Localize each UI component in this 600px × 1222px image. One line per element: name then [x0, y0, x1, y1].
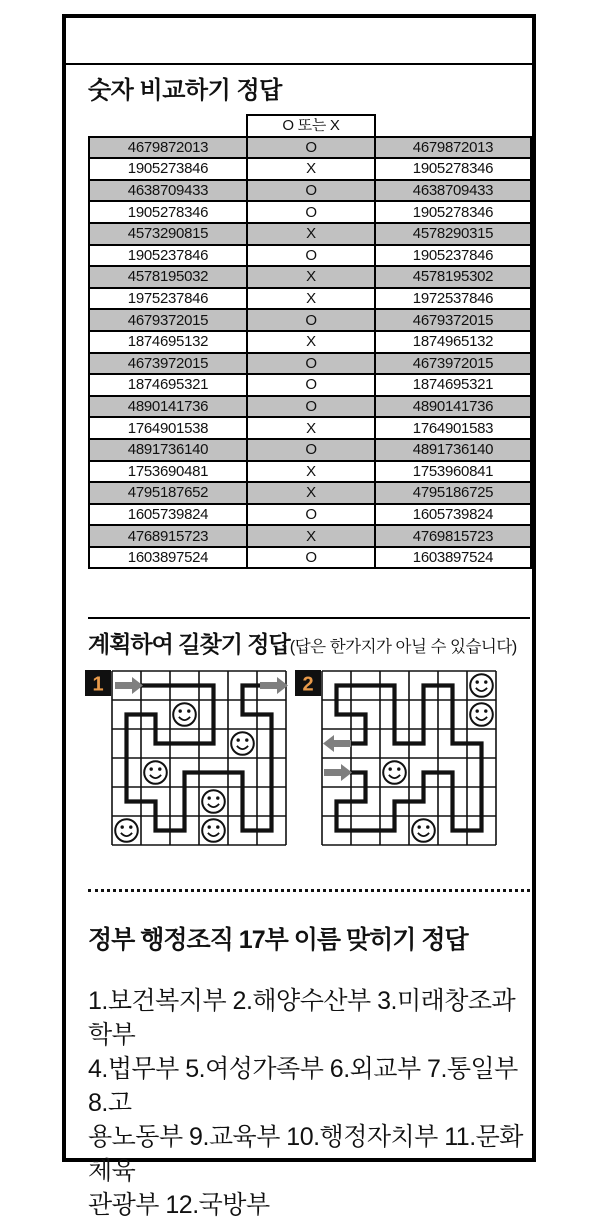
- section2-title-note: (답은 한가지가 아닐 수 있습니다): [289, 638, 517, 656]
- smiley-face-icon: [202, 819, 225, 842]
- table-header-row: [89, 115, 531, 137]
- number-cell-left: 1874695132: [89, 331, 247, 353]
- number-cell-right: 4638709433: [375, 180, 531, 202]
- number-cell-left: 1905278346: [89, 201, 247, 223]
- number-cell-right: 4578195302: [375, 266, 531, 288]
- number-cell-left: 1905237846: [89, 245, 247, 267]
- mark-cell: X: [247, 266, 375, 288]
- number-cell-right: 4890141736: [375, 396, 531, 418]
- number-cell-right: 4769815723: [375, 525, 531, 547]
- table-row: [89, 201, 531, 223]
- header-blank-right: [375, 115, 531, 137]
- number-cell-right: 4679872013: [375, 137, 531, 159]
- mark-cell: X: [247, 461, 375, 483]
- number-cell-right: 1753960841: [375, 461, 531, 483]
- mark-cell: X: [247, 417, 375, 439]
- number-cell-left: 4578195032: [89, 266, 247, 288]
- table-row: [89, 245, 531, 267]
- mark-cell: O: [247, 439, 375, 461]
- table-row: [89, 180, 531, 202]
- mark-cell: O: [247, 374, 375, 396]
- number-cell-left: 4890141736: [89, 396, 247, 418]
- mark-cell: O: [247, 245, 375, 267]
- number-cell-left: 1874695321: [89, 374, 247, 396]
- number-cell-right: 1605739824: [375, 504, 531, 526]
- number-cell-left: 4768915723: [89, 525, 247, 547]
- maze-2: [294, 669, 498, 847]
- number-cell-left: 1605739824: [89, 504, 247, 526]
- mark-cell: O: [247, 201, 375, 223]
- mark-cell: X: [247, 482, 375, 504]
- mark-cell: X: [247, 158, 375, 180]
- page-frame: [62, 14, 536, 1219]
- table-row: [89, 525, 531, 547]
- maze-1: [84, 669, 288, 847]
- number-cell-left: 4679872013: [89, 137, 247, 159]
- number-cell-left: 4795187652: [89, 482, 247, 504]
- table-row: [89, 223, 531, 245]
- smiley-face-icon: [470, 703, 493, 726]
- number-cell-left: 4573290815: [89, 223, 247, 245]
- mark-cell: O: [247, 309, 375, 331]
- mark-cell: X: [247, 525, 375, 547]
- number-cell-right: 4795186725: [375, 482, 531, 504]
- number-cell-left: 1753690481: [89, 461, 247, 483]
- smiley-face-icon: [231, 732, 254, 755]
- top-divider: [66, 63, 532, 65]
- smiley-face-icon: [412, 819, 435, 842]
- number-cell-right: 4679372015: [375, 309, 531, 331]
- arrow-left-icon: [323, 735, 351, 752]
- arrow-right-icon: [115, 677, 143, 694]
- smiley-face-icon: [115, 819, 138, 842]
- table-row: [89, 309, 531, 331]
- number-cell-left: 4638709433: [89, 180, 247, 202]
- dotted-divider: [88, 889, 530, 892]
- mark-cell: O: [247, 137, 375, 159]
- table-row: [89, 374, 531, 396]
- section2-title: [88, 626, 517, 659]
- number-cell-right: 1874695321: [375, 374, 531, 396]
- arrow-right-icon: [324, 764, 352, 781]
- number-cell-right: 1874965132: [375, 331, 531, 353]
- table-row: [89, 331, 531, 353]
- number-cell-left: 1975237846: [89, 288, 247, 310]
- svg-text:1: 1: [92, 673, 104, 696]
- section-divider: [88, 617, 530, 619]
- mark-cell: O: [247, 180, 375, 202]
- number-cell-right: 4673972015: [375, 353, 531, 375]
- table-row: [89, 396, 531, 418]
- arrow-right-icon: [260, 677, 288, 694]
- smiley-face-icon: [173, 703, 196, 726]
- gov-text-line: 용노동부 9.교육부 10.행정자치부 11.문화체육: [88, 1123, 523, 1185]
- mark-cell: O: [247, 396, 375, 418]
- table-row: [89, 158, 531, 180]
- table-row: [89, 266, 531, 288]
- table-row: [89, 137, 531, 159]
- maze-number-label: [85, 670, 111, 696]
- number-cell-left: 4891736140: [89, 439, 247, 461]
- number-cell-left: 4673972015: [89, 353, 247, 375]
- number-cell-right: 4891736140: [375, 439, 531, 461]
- smiley-face-icon: [470, 674, 493, 697]
- number-cell-right: 1905237846: [375, 245, 531, 267]
- maze-grid: [112, 671, 286, 845]
- gov-text-line: 1.보건복지부 2.해양수산부 3.미래창조과학부: [88, 987, 516, 1049]
- number-cell-right: 1905278346: [375, 158, 531, 180]
- number-cell-left: 1905273846: [89, 158, 247, 180]
- number-comparison-table: [88, 114, 532, 569]
- table-row: [89, 504, 531, 526]
- maze-grid: [322, 671, 496, 845]
- svg-text:2: 2: [302, 673, 314, 696]
- section3-title: 정부 행정조직 17부 이름 맞히기 정답: [88, 926, 468, 954]
- comparison-table-body: [89, 137, 531, 569]
- number-cell-right: 1603897524: [375, 547, 531, 569]
- gov-text-line: 4.법무부 5.여성가족부 6.외교부 7.통일부 8.고: [88, 1055, 518, 1117]
- number-cell-right: 1905278346: [375, 201, 531, 223]
- mark-cell: X: [247, 223, 375, 245]
- maze-number-label: [295, 670, 321, 696]
- number-cell-left: 1764901538: [89, 417, 247, 439]
- mark-cell: X: [247, 288, 375, 310]
- section1-title: 숫자 비교하기 정답: [88, 77, 282, 104]
- number-cell-right: 1972537846: [375, 288, 531, 310]
- mark-cell: O: [247, 504, 375, 526]
- smiley-face-icon: [144, 761, 167, 784]
- table-row: [89, 482, 531, 504]
- gov-text: [88, 984, 532, 1222]
- table-row: [89, 417, 531, 439]
- table-row: [89, 353, 531, 375]
- table-row: [89, 547, 531, 569]
- table-row: [89, 288, 531, 310]
- number-cell-right: 4578290315: [375, 223, 531, 245]
- header-blank-left: [89, 115, 247, 137]
- number-cell-right: 1764901583: [375, 417, 531, 439]
- number-cell-left: 1603897524: [89, 547, 247, 569]
- smiley-face-icon: [383, 761, 406, 784]
- header-ox-cell: O 또는 X: [247, 115, 375, 137]
- gov-text-line: 관광부 12.국방부: [88, 1191, 270, 1219]
- smiley-face-icon: [202, 790, 225, 813]
- mark-cell: X: [247, 331, 375, 353]
- table-row: [89, 461, 531, 483]
- table-row: [89, 439, 531, 461]
- section2-title-main: 계획하여 길찾기 정답: [88, 631, 290, 657]
- mark-cell: O: [247, 353, 375, 375]
- mark-cell: O: [247, 547, 375, 569]
- number-cell-left: 4679372015: [89, 309, 247, 331]
